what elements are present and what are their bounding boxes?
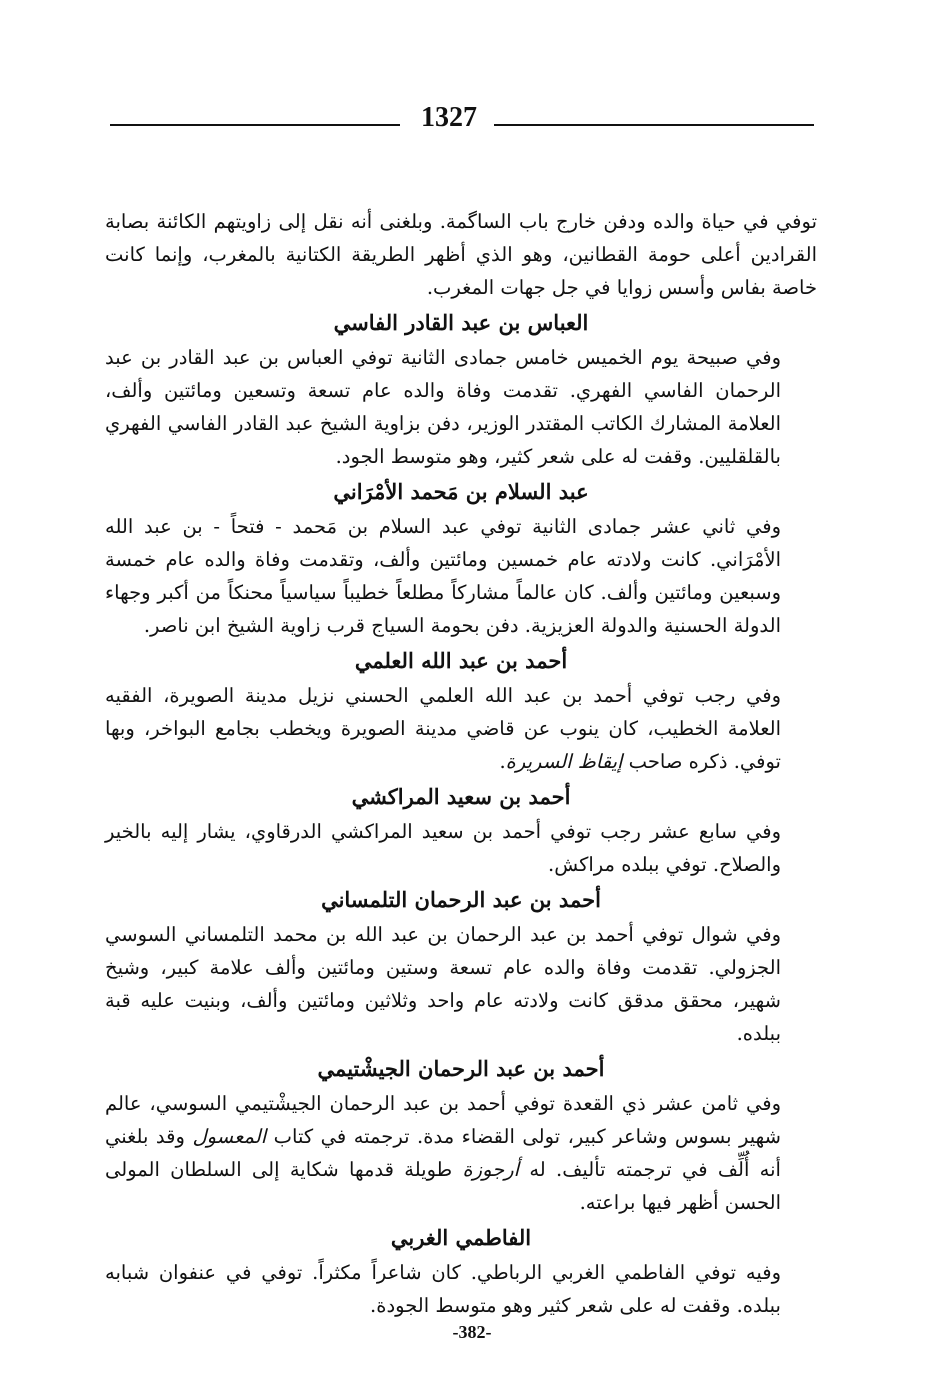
entry-paragraph-ahmed-jishtimi <box>105 1087 817 1219</box>
page-body <box>105 205 817 1322</box>
entry-text-ahmed-jishtimi-end: طويلة قدمها شكاية إلى السلطان المولى الحسن أظهر فيها براعته. <box>105 1158 781 1214</box>
entry-text-abdessalam: وفي ثاني عشر جمادى الثانية توفي عبد السلام بن مَحمد - فتحاً - بن عبد الله الأمْرَاني. كانت ولادته عام خمسين ومائتين وألف، وتقدمت وفاة والده عام خمسة وسبعين ومائتين وألف. كان عالماً مشاركاً مطلعاً خطيباً سياسياً محنكاً من أكبر وجهاء الدولة الحسنية والدولة العزيزية. دفن بحومة السياج قرب زاوية الشيخ ابن ناصر. <box>105 515 781 637</box>
entry-heading-ahmed-jishtimi: أحمد بن عبد الرحمان الجيشْتيمي <box>317 1056 605 1081</box>
entry-text-ahmed-tilimsani: وفي شوال توفي أحمد بن عبد الرحمان بن عبد الله بن محمد التلمساني السوسي الجزولي. تقدمت وفاة والده عام تسعة وستين ومائتين وألف علامة كبير، وشيخ شهير، محقق مدقق كانت ولادته عام واحد وثلاثين ومائتين وألف، وبنيت عليه قبة ببلده. <box>105 923 781 1045</box>
entry-heading-abdessalam: عبد السلام بن مَحمد الأمْرَاني <box>333 479 589 504</box>
running-header <box>110 100 814 140</box>
entry-text-ahmed-alami: وفي رجب توفي أحمد بن عبد الله العلمي الحسني نزيل مدينة الصويرة، الفقيه العلامة الخطيب، كان ينوب عن قاضي مدينة الصويرة ويخطب بجامع البواخر، وبها توفي. ذكره صاحب <box>105 684 781 773</box>
entry-text-ahmed-jishtimi: وفي ثامن عشر ذي القعدة توفي أحمد بن عبد الرحمان الجيشْتيمي السوسي، عالم شهير بسوس وشاعر كبير، تولى القضاء مدة. ترجمته في كتاب <box>105 1092 782 1148</box>
intro-paragraph: توفي في حياة والده ودفن خارج باب الساگمة. وبلغنى أنه نقل إلى زاويتهم الكائنة بصابة القرادين أعلى حومة القطانين، وهو الذي أظهر الطريقة الكتانية بالمغرب، وإنما كانت خاصة بفاس وأسس زوايا في جل جهات المغرب. <box>105 210 817 299</box>
entry-text-ahmed-alami-end: . <box>499 750 506 773</box>
entry-heading-abbas: العباس بن عبد القادر الفاسي <box>333 310 589 335</box>
page-number: -382- <box>452 1322 492 1342</box>
entry-heading-fatimi: الفاطمي الغربي <box>390 1225 532 1250</box>
entry-text-fatimi: وفيه توفي الفاطمي الغربي الرباطي. كان شاعراً مكثراً. توفي في عنفوان شبابه ببلده. وقفت له على شعر كثير وهو متوسط الجودة. <box>105 1261 781 1317</box>
entry-heading-ahmed-alami: أحمد بن عبد الله العلمي <box>354 648 568 673</box>
book-title-urjuza: أرجوزة <box>462 1158 520 1181</box>
entry-text-abbas: وفي صبيحة يوم الخميس خامس جمادى الثانية توفي العباس بن عبد القادر بن عبد الرحمان الفاسي الفهري. تقدمت وفاة والده عام تسعة وتسعين ومائتين وألف، العلامة المشارك الكاتب المقتدر الوزير، دفن بزاوية الشيخ عبد القادر الفاسي الفهري بالقلقليين. وقفت له على شعر كثير، وهو متوسط الجود. <box>105 346 781 468</box>
entry-text-ahmed-marrakchi: وفي سابع عشر رجب توفي أحمد بن سعيد المراكشي الدرقاوي، يشار إليه بالخير والصلاح. توفي ببلده مراكش. <box>105 820 781 876</box>
book-title-iqadh: إيقاظ السريرة <box>505 750 623 773</box>
year-heading: 1327 <box>421 102 477 133</box>
book-title-masoul: المعسول <box>192 1125 267 1148</box>
entry-paragraph-ahmed-alami <box>105 679 817 778</box>
header-rule-left <box>110 124 400 126</box>
header-rule-right <box>494 124 814 126</box>
entry-heading-ahmed-marrakchi: أحمد بن سعيد المراكشي <box>351 784 571 809</box>
entry-heading-ahmed-tilimsani: أحمد بن عبد الرحمان التلمساني <box>321 887 601 912</box>
entry-text-ahmed-jishtimi-mid: وقد بلغني أنه أُلِّف في ترجمته تأليف. له <box>105 1125 781 1181</box>
